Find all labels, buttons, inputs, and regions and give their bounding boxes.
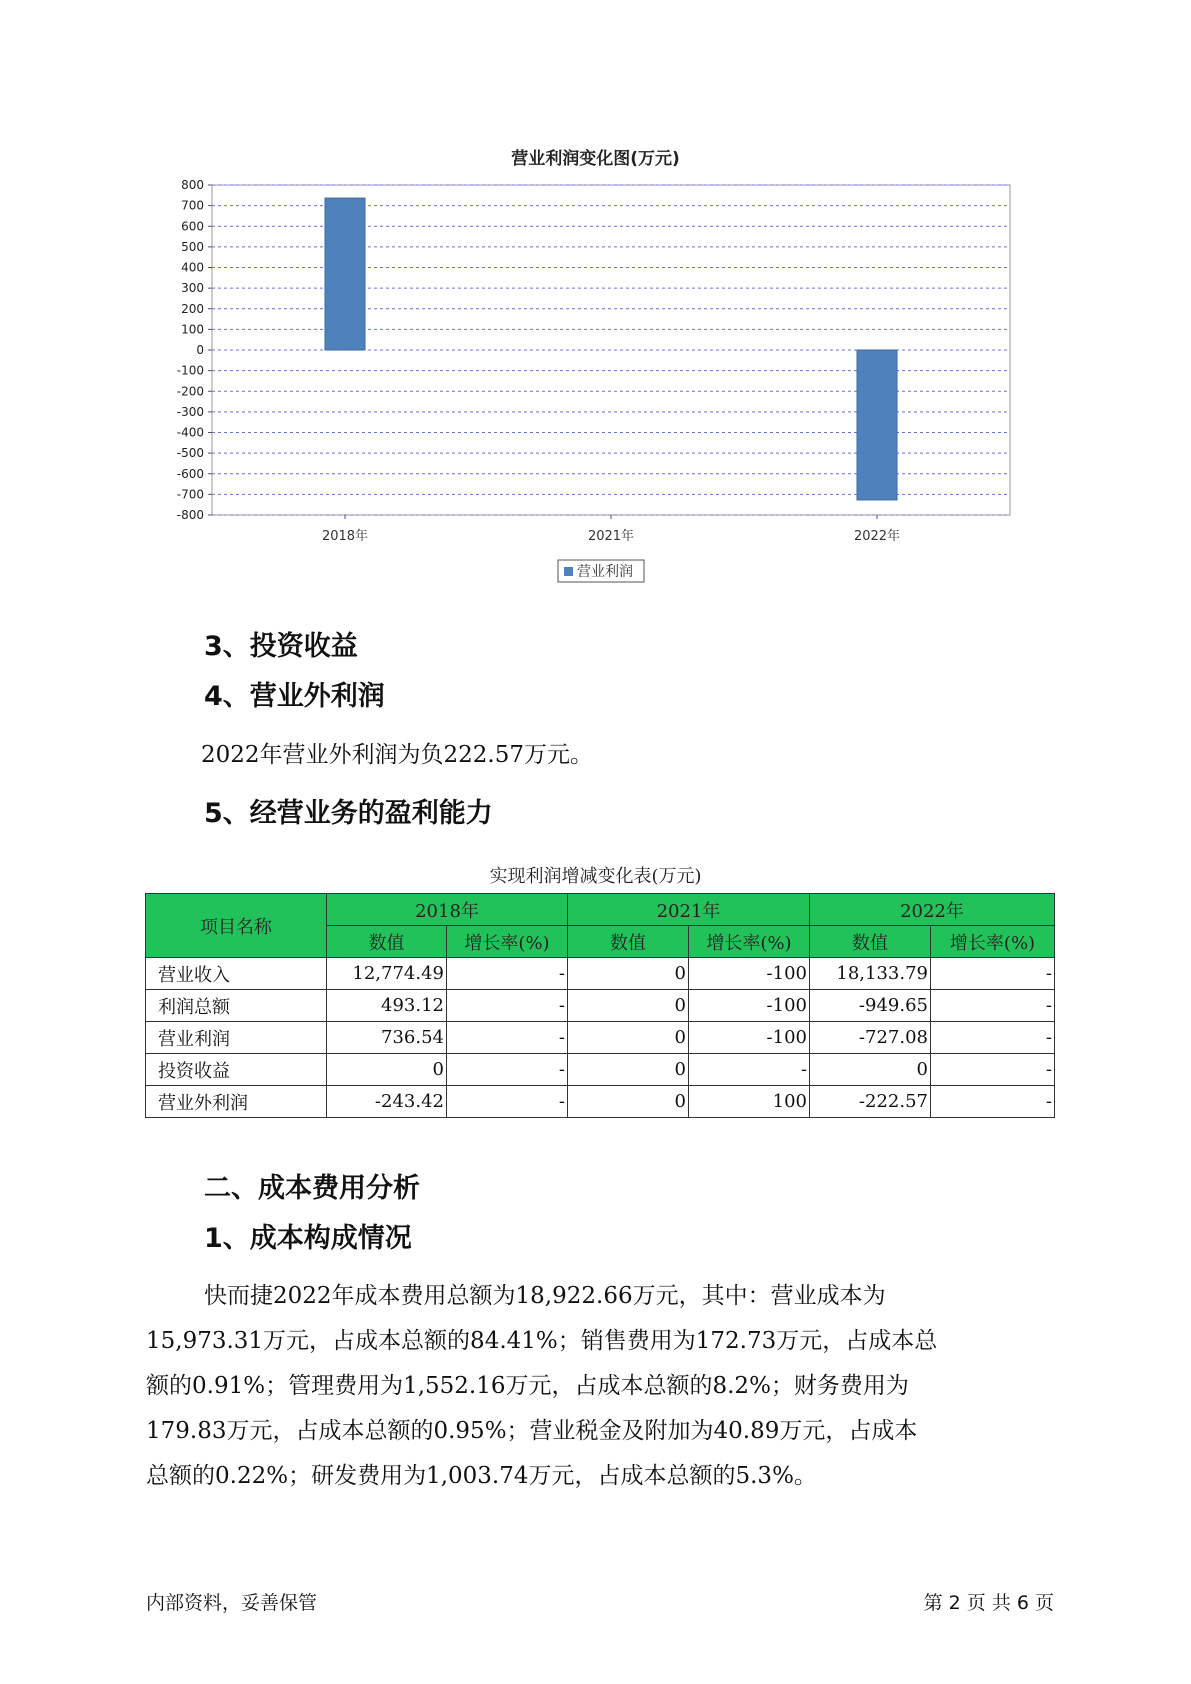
cell: - xyxy=(931,1054,1055,1086)
cell: - xyxy=(931,1022,1055,1054)
header-value: 数值 xyxy=(810,926,931,958)
y-tick-label: 500 xyxy=(181,239,204,254)
operating-profit-chart xyxy=(160,175,1020,595)
row-name: 投资收益 xyxy=(146,1054,327,1086)
cell: 0 xyxy=(568,990,689,1022)
cost-paragraph-line: 额的0.91%；管理费用为1,552.16万元，占成本总额的8.2%；财务费用为 xyxy=(146,1373,909,1399)
header-item-name: 项目名称 xyxy=(146,894,327,958)
y-tick-label: -100 xyxy=(176,363,204,378)
row-name: 营业外利润 xyxy=(146,1086,327,1118)
cell: -100 xyxy=(689,990,810,1022)
section-heading-non-operating: 4、营业外利润 xyxy=(204,681,385,712)
table-title: 实现利润增减变化表(万元) xyxy=(489,866,702,887)
y-tick-label: -400 xyxy=(176,425,204,440)
y-tick-label: -200 xyxy=(176,384,204,399)
cell: - xyxy=(447,1022,568,1054)
row-name: 营业收入 xyxy=(146,958,327,990)
cell: 0 xyxy=(568,1054,689,1086)
y-tick-label: 700 xyxy=(181,198,204,213)
cell: -949.65 xyxy=(810,990,931,1022)
legend-label: 营业利润 xyxy=(577,564,633,580)
cell: -100 xyxy=(689,958,810,990)
cell: -100 xyxy=(689,1022,810,1054)
cell: - xyxy=(447,1086,568,1118)
cost-paragraph-line: 179.83万元，占成本总额的0.95%；营业税金及附加为40.89万元，占成本 xyxy=(146,1418,918,1444)
cell: 18,133.79 xyxy=(810,958,931,990)
y-tick-label: 300 xyxy=(181,281,204,296)
footer-page-number: 第 2 页 共 6 页 xyxy=(923,1592,1054,1614)
cost-paragraph-line: 总额的0.22%；研发费用为1,003.74万元，占成本总额的5.3%。 xyxy=(146,1463,817,1489)
cell: - xyxy=(931,958,1055,990)
x-tick-label: 2018年 xyxy=(321,529,369,544)
y-tick-label: -600 xyxy=(176,466,204,481)
footer-confidential: 内部资料，妥善保管 xyxy=(146,1592,318,1614)
table-row xyxy=(146,958,1055,990)
cost-paragraph-line: 快而捷2022年成本费用总额为18,922.66万元，其中：营业成本为 xyxy=(204,1283,886,1309)
cell: -243.42 xyxy=(327,1086,447,1118)
header-year-2021: 2021年 xyxy=(568,894,810,926)
cell: - xyxy=(689,1054,810,1086)
header-growth: 增长率(%) xyxy=(931,926,1055,958)
y-tick-label: 400 xyxy=(181,260,204,275)
cell: 0 xyxy=(810,1054,931,1086)
row-name: 营业利润 xyxy=(146,1022,327,1054)
y-tick-label: 800 xyxy=(181,178,204,192)
cell: 0 xyxy=(327,1054,447,1086)
cell: 0 xyxy=(568,958,689,990)
cell: - xyxy=(447,990,568,1022)
y-tick-label: 200 xyxy=(181,301,204,316)
table-row xyxy=(146,1022,1055,1054)
cell: - xyxy=(447,958,568,990)
header-growth: 增长率(%) xyxy=(447,926,568,958)
cell: -222.57 xyxy=(810,1086,931,1118)
table-row xyxy=(146,1086,1055,1118)
cell: - xyxy=(447,1054,568,1086)
bar xyxy=(857,350,897,500)
chart-title: 营业利润变化图(万元) xyxy=(511,149,680,169)
cell: 493.12 xyxy=(327,990,447,1022)
y-tick-label: -700 xyxy=(176,487,204,502)
section-heading-profitability: 5、经营业务的盈利能力 xyxy=(204,798,493,829)
row-name: 利润总额 xyxy=(146,990,327,1022)
y-tick-label: 100 xyxy=(181,322,204,337)
cost-paragraph-line: 15,973.31万元，占成本总额的84.41%；销售费用为172.73万元，占成本总 xyxy=(146,1328,938,1354)
bar xyxy=(325,198,365,350)
cell: 100 xyxy=(689,1086,810,1118)
section-heading-cost-analysis: 二、成本费用分析 xyxy=(204,1173,420,1204)
header-growth: 增长率(%) xyxy=(689,926,810,958)
cell: 0 xyxy=(568,1086,689,1118)
table-row xyxy=(146,990,1055,1022)
table-row xyxy=(146,1054,1055,1086)
header-year-2018: 2018年 xyxy=(327,894,568,926)
cell: - xyxy=(931,1086,1055,1118)
header-year-2022: 2022年 xyxy=(810,894,1055,926)
x-tick-label: 2022年 xyxy=(853,529,901,544)
profit-change-table xyxy=(145,893,1055,1118)
y-tick-label: -300 xyxy=(176,404,204,419)
legend-swatch xyxy=(564,567,573,576)
cell: 0 xyxy=(568,1022,689,1054)
section-heading-cost-structure: 1、成本构成情况 xyxy=(204,1223,412,1254)
section-heading-investment: 3、投资收益 xyxy=(204,631,358,662)
y-tick-label: 600 xyxy=(181,219,204,234)
y-tick-label: -500 xyxy=(176,446,204,461)
cell: - xyxy=(931,990,1055,1022)
x-tick-label: 2021年 xyxy=(587,529,635,544)
cell: 12,774.49 xyxy=(327,958,447,990)
header-value: 数值 xyxy=(327,926,447,958)
y-tick-label: -800 xyxy=(176,508,204,522)
y-tick-label: 0 xyxy=(196,343,204,357)
cell: 736.54 xyxy=(327,1022,447,1054)
header-value: 数值 xyxy=(568,926,689,958)
non-operating-text: 2022年营业外利润为负222.57万元。 xyxy=(201,742,594,768)
cell: -727.08 xyxy=(810,1022,931,1054)
